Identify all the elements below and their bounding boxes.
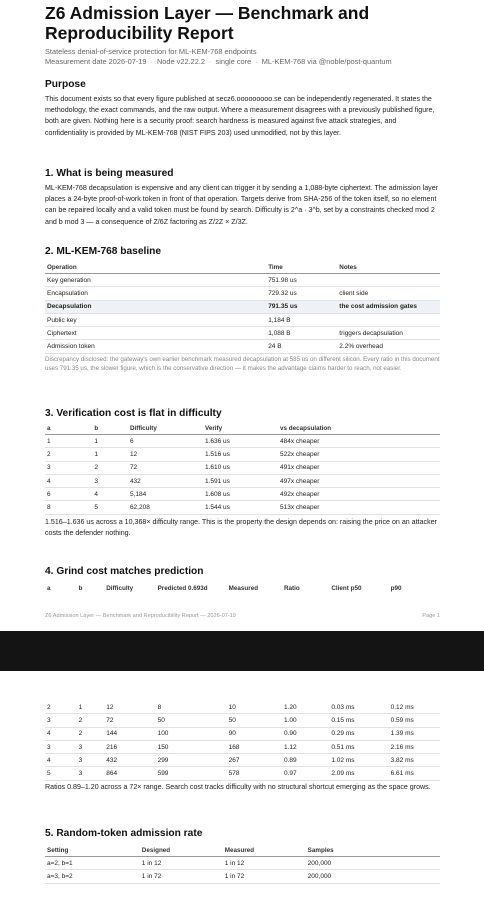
column-header: vs decapsulation — [278, 423, 440, 435]
table-cell: 12 — [104, 701, 155, 714]
table-row — [45, 870, 440, 883]
section-5-heading: 5. Random-token admission rate — [45, 828, 203, 839]
report-meta: Measurement date 2026-07-19 · Node v22.22.2 · single core · ML-KEM-768 via @noble/post-quantum — [45, 57, 392, 66]
table-cell: 4 — [45, 754, 77, 767]
table-cell: 0.89 — [282, 754, 329, 767]
table-cell: 0.15 ms — [329, 714, 388, 727]
table-cell: 751.98 us — [266, 274, 337, 287]
table-cell: 599 — [156, 767, 227, 780]
column-header: Difficulty — [128, 423, 203, 435]
column-header: Predicted 0.693d — [157, 585, 208, 592]
table-cell: 3 — [45, 714, 77, 727]
baseline-table — [45, 262, 440, 354]
table-row — [45, 327, 440, 340]
table-cell: 1 in 12 — [140, 857, 223, 870]
table-cell: 2 — [92, 461, 128, 474]
table-cell — [337, 274, 440, 287]
table-cell: 432 — [128, 474, 203, 487]
section-3-text: 1.516–1.636 us across a 10,368× difficulty range. This is the property the design depends on: raising the price on an attacker costs the defender nothing. — [45, 517, 437, 537]
table-cell: 5,184 — [128, 488, 203, 501]
purpose-section — [45, 78, 440, 139]
table-cell: Encapsulation — [45, 287, 266, 300]
admission-rate-table — [45, 845, 440, 884]
table-cell: 3 — [92, 474, 128, 487]
table-row — [45, 287, 440, 300]
table-cell: 72 — [104, 714, 155, 727]
table-cell: 200,000 — [306, 870, 440, 883]
table-cell: 1.20 — [282, 701, 329, 714]
table-row — [45, 714, 440, 727]
grind-table — [45, 701, 440, 781]
table-cell: 1.591 us — [203, 474, 278, 487]
table-cell: client side — [337, 287, 440, 300]
section-4-heading: 4. Grind cost matches prediction — [45, 566, 204, 577]
table-cell: 0.51 ms — [329, 740, 388, 753]
table-cell: 2 — [77, 727, 105, 740]
table-header-row — [45, 262, 440, 274]
report-header — [45, 3, 440, 67]
table-cell: 10 — [227, 701, 282, 714]
table-cell: 6 — [45, 488, 92, 501]
table-cell: 90 — [227, 727, 282, 740]
table-cell: 1.02 ms — [329, 754, 388, 767]
table-row — [45, 340, 440, 353]
table-row — [45, 474, 440, 487]
column-header: Client p50 — [331, 585, 362, 592]
table-cell: 0.29 ms — [329, 727, 388, 740]
table-cell: 24 B — [266, 340, 337, 353]
table-cell: 0.12 ms — [389, 701, 440, 714]
column-header: Samples — [306, 845, 440, 857]
table-cell: 1.610 us — [203, 461, 278, 474]
table-cell: 2.16 ms — [389, 740, 440, 753]
table-cell: 864 — [104, 767, 155, 780]
table-cell: 1.544 us — [203, 501, 278, 514]
table-cell: Decapsulation — [45, 300, 266, 313]
table-cell: 3 — [77, 754, 105, 767]
table-row — [45, 767, 440, 780]
table-cell: 491x cheaper — [278, 461, 440, 474]
table-cell: 144 — [104, 727, 155, 740]
table-row — [45, 740, 440, 753]
column-header: a — [45, 423, 92, 435]
table-cell: 2 — [45, 448, 92, 461]
meta-node: Node v22.22.2 — [156, 57, 206, 66]
table-cell — [337, 313, 440, 326]
column-header: b — [92, 423, 128, 435]
table-cell: 1 — [92, 435, 128, 448]
discrepancy-note: Discrepancy disclosed: the gateway's own earlier benchmark measured decapsulation at 585 us on different silicon. Every ratio in this document uses 791.35 us, the slower figure, which is the conservative direction — it makes the advantage claims harder to reach, not easier. — [45, 355, 440, 372]
table-cell: 1 — [77, 701, 105, 714]
section-5 — [45, 827, 440, 884]
section-4-continued — [45, 701, 440, 793]
table-cell: 1 in 72 — [223, 870, 306, 883]
table-cell: 0.59 ms — [389, 714, 440, 727]
table-cell: Public key — [45, 313, 266, 326]
table-cell: 1 in 72 — [140, 870, 223, 883]
section-4-text: Ratios 0.89–1.20 across a 72× range. Search cost tracks difficulty with no structural shortcut emerging as the space grows. — [45, 782, 431, 791]
table-cell: 0.97 — [282, 767, 329, 780]
page-gap — [0, 631, 484, 671]
column-header: Time — [266, 262, 337, 274]
section-1 — [45, 167, 440, 228]
section-1-heading: 1. What is being measured — [45, 168, 174, 179]
table-cell: triggers decapsulation — [337, 327, 440, 340]
table-cell: Admission token — [45, 340, 266, 353]
table-row — [45, 857, 440, 870]
table-cell: the cost admission gates — [337, 300, 440, 313]
table-row — [45, 274, 440, 287]
table-row — [45, 461, 440, 474]
table-cell: 3 — [77, 767, 105, 780]
table-cell: 150 — [156, 740, 227, 753]
table-cell: 513x cheaper — [278, 501, 440, 514]
table-row — [45, 448, 440, 461]
table-cell: 522x cheaper — [278, 448, 440, 461]
page-footer — [45, 613, 440, 619]
table-cell: 0.03 ms — [329, 701, 388, 714]
table-cell: 2.2% overhead — [337, 340, 440, 353]
table-cell: 8 — [45, 501, 92, 514]
table-cell: 578 — [227, 767, 282, 780]
table-cell: 1 in 12 — [223, 857, 306, 870]
table-cell: 1 — [45, 435, 92, 448]
table-cell: 432 — [104, 754, 155, 767]
table-row — [45, 754, 440, 767]
section-2-heading: 2. ML-KEM-768 baseline — [45, 246, 162, 257]
table-cell: 62,208 — [128, 501, 203, 514]
table-cell: 1,088 B — [266, 327, 337, 340]
table-cell: 5 — [92, 501, 128, 514]
table-cell: 3.82 ms — [389, 754, 440, 767]
table-cell: 1.608 us — [203, 488, 278, 501]
table-cell: 267 — [227, 754, 282, 767]
report-subtitle: Stateless denial-of-service protection for ML-KEM-768 endpoints — [45, 47, 257, 56]
table-cell: 1.636 us — [203, 435, 278, 448]
table-row — [45, 488, 440, 501]
table-cell: 6.61 ms — [389, 767, 440, 780]
table-cell: 168 — [227, 740, 282, 753]
table-cell: 50 — [227, 714, 282, 727]
table-cell: Ciphertext — [45, 327, 266, 340]
meta-core: single core — [215, 57, 252, 66]
table-cell: 0.90 — [282, 727, 329, 740]
verification-table — [45, 423, 440, 515]
purpose-text: This document exists so that every figure published at secz6.ooooooooo.se can be independently regenerated. It states the methodology, the exact commands, and the raw output. Where a measurement disagrees with a previously published figure, both are given. Nothing here is a security proof: search hardness is measured against five attack strategies, and confidentiality is provided by ML-KEM-768 (NIST FIPS 203) used unmodified, not by this layer. — [45, 95, 435, 137]
table-cell: 4 — [45, 727, 77, 740]
table-header-row — [45, 845, 440, 857]
table-cell: 3 — [77, 740, 105, 753]
table-cell: 497x cheaper — [278, 474, 440, 487]
column-header: Designed — [140, 845, 223, 857]
table-cell: 3 — [45, 740, 77, 753]
section-1-text: ML-KEM-768 decapsulation is expensive and any client can trigger it by sending a 1,088-byte ciphertext. The admission layer places a 24-byte proof-of-work token in front of that operation. Targets derive from SHA-256 of the token itself, so no element can be repaired locally and a valid token must be found by search. Difficulty is 2^a · 3^b, set by a constraints checked mod 2 and b mod 3 — a consequence of Z/6Z factoring as Z/2Z × Z/3Z. — [45, 184, 438, 226]
section-4 — [45, 565, 440, 594]
table-cell: 1.39 ms — [389, 727, 440, 740]
table-cell: 50 — [156, 714, 227, 727]
table-cell: 216 — [104, 740, 155, 753]
table-cell: 100 — [156, 727, 227, 740]
table-cell: 5 — [45, 767, 77, 780]
table-cell: 72 — [128, 461, 203, 474]
column-header: Ratio — [283, 585, 300, 592]
table-cell: Key generation — [45, 274, 266, 287]
column-header: Difficulty — [106, 585, 134, 592]
column-header: Measured — [228, 585, 259, 592]
table-cell: 299 — [156, 754, 227, 767]
table-cell: 1,184 B — [266, 313, 337, 326]
table-cell: 4 — [45, 474, 92, 487]
meta-date: Measurement date 2026-07-19 — [45, 57, 147, 66]
table-row — [45, 701, 440, 714]
column-header: Verify — [203, 423, 278, 435]
report-title: Z6 Admission Layer — Benchmark and Reproducibility Report — [45, 3, 370, 43]
table-cell: 2.09 ms — [329, 767, 388, 780]
section-3 — [45, 407, 440, 539]
table-cell: 8 — [156, 701, 227, 714]
table-cell: a=3, b=2 — [45, 870, 140, 883]
grind-table-header — [45, 583, 440, 594]
table-cell: 3 — [45, 461, 92, 474]
table-cell: 2 — [45, 701, 77, 714]
table-cell: a=2, b=1 — [45, 857, 140, 870]
table-cell: 12 — [128, 448, 203, 461]
column-header: Setting — [45, 845, 140, 857]
table-cell: 1.516 us — [203, 448, 278, 461]
page-2 — [0, 671, 484, 897]
table-row — [45, 501, 440, 514]
purpose-heading: Purpose — [45, 79, 86, 90]
table-header-row — [45, 423, 440, 435]
table-row — [45, 300, 440, 313]
column-header: Operation — [45, 262, 266, 274]
table-cell: 492x cheaper — [278, 488, 440, 501]
table-cell: 1.00 — [282, 714, 329, 727]
table-cell: 484x cheaper — [278, 435, 440, 448]
table-cell: 200,000 — [306, 857, 440, 870]
table-cell: 1 — [92, 448, 128, 461]
table-cell: 6 — [128, 435, 203, 448]
table-cell: 791.35 us — [266, 300, 337, 313]
column-header: a — [47, 585, 51, 592]
table-header-row — [45, 583, 440, 594]
column-header: Notes — [337, 262, 440, 274]
meta-library: ML-KEM-768 via @noble/post-quantum — [261, 57, 392, 66]
table-row — [45, 727, 440, 740]
section-2 — [45, 245, 440, 373]
table-cell: 4 — [92, 488, 128, 501]
column-header: b — [78, 585, 83, 592]
table-row — [45, 435, 440, 448]
table-row — [45, 313, 440, 326]
table-cell: 1.12 — [282, 740, 329, 753]
section-3-heading: 3. Verification cost is flat in difficulty — [45, 408, 222, 419]
table-cell: 729.32 us — [266, 287, 337, 300]
page-number: Page 1 — [422, 613, 440, 619]
table-cell: 2 — [77, 714, 105, 727]
column-header: Measured — [223, 845, 306, 857]
column-header: p90 — [390, 585, 402, 592]
footer-title: Z6 Admission Layer — Benchmark and Reproducibility Report — 2026-07-19 — [45, 613, 236, 619]
